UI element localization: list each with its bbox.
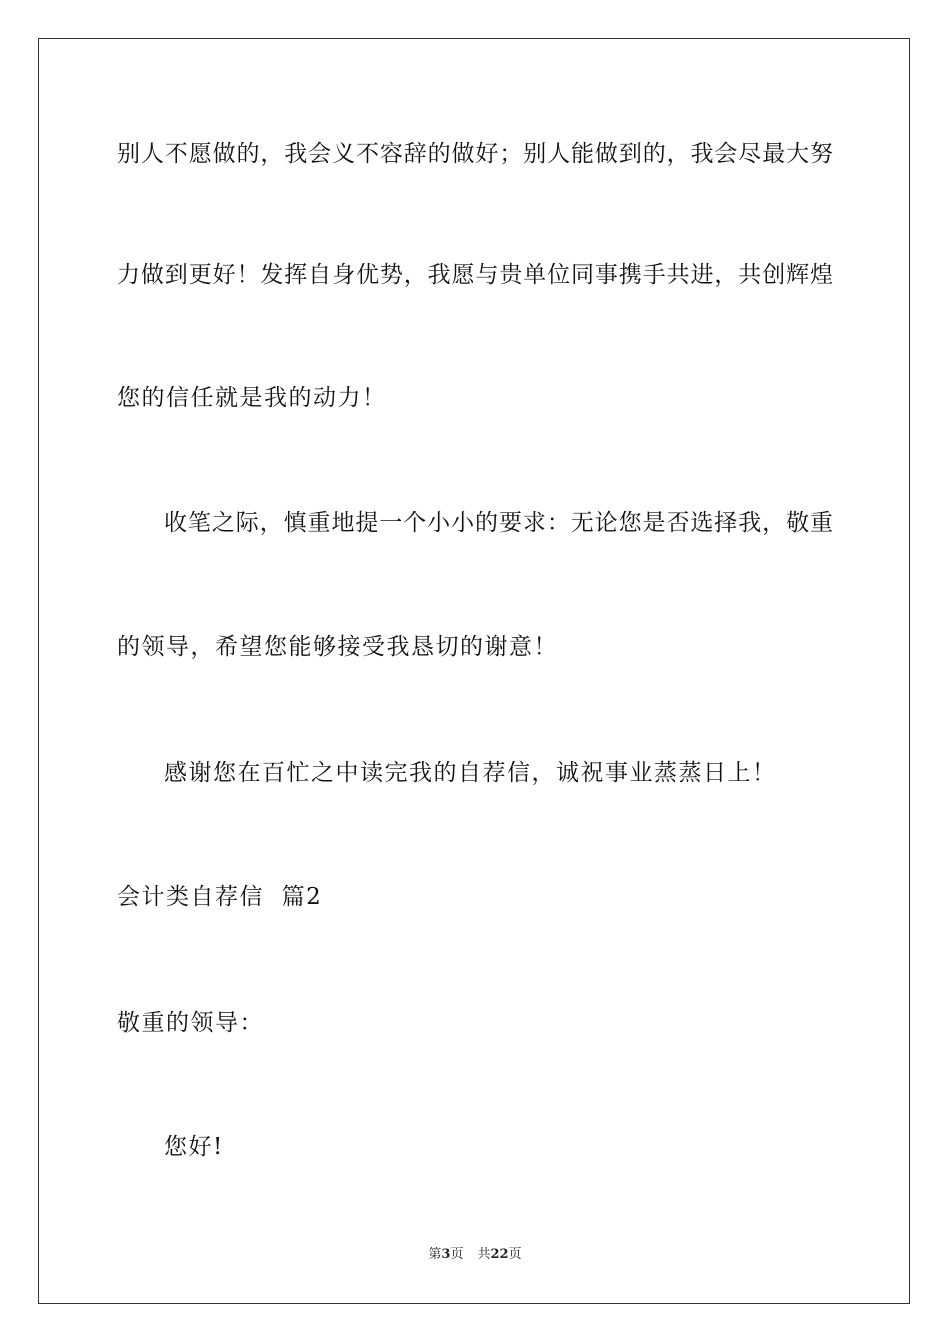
paragraph-line: 别人不愿做的，我会义不容辞的做好；别人能做到的，我会尽最大努 — [117, 141, 833, 167]
footer-total-pages: 22 — [490, 1247, 509, 1262]
footer-total-suffix: 页 — [508, 1247, 522, 1262]
salutation: 敬重的领导： — [117, 1010, 264, 1036]
footer-page-suffix: 页 — [450, 1247, 464, 1262]
page-footer — [0, 1246, 950, 1264]
footer-total-prefix: 共 — [477, 1247, 491, 1262]
paragraph-line: 感谢您在百忙之中读完我的自荐信，诚祝事业蒸蒸日上！ — [164, 760, 777, 786]
footer-page-number: 3 — [441, 1247, 451, 1262]
paragraph-line: 您的信任就是我的动力！ — [117, 385, 387, 411]
page-border — [38, 38, 910, 1304]
paragraph-line: 力做到更好！发挥自身优势，我愿与贵单位同事携手共进，共创辉煌 — [117, 262, 833, 288]
paragraph-line: 的领导，希望您能够接受我恳切的谢意！ — [117, 634, 558, 660]
footer-page-prefix: 第 — [428, 1247, 442, 1262]
greeting: 您好! — [164, 1134, 224, 1160]
section-heading: 会计类自荐信 篇2 — [117, 884, 323, 910]
paragraph-line: 收笔之际，慎重地提一个小小的要求：无论您是否选择我，敬重 — [164, 510, 833, 536]
